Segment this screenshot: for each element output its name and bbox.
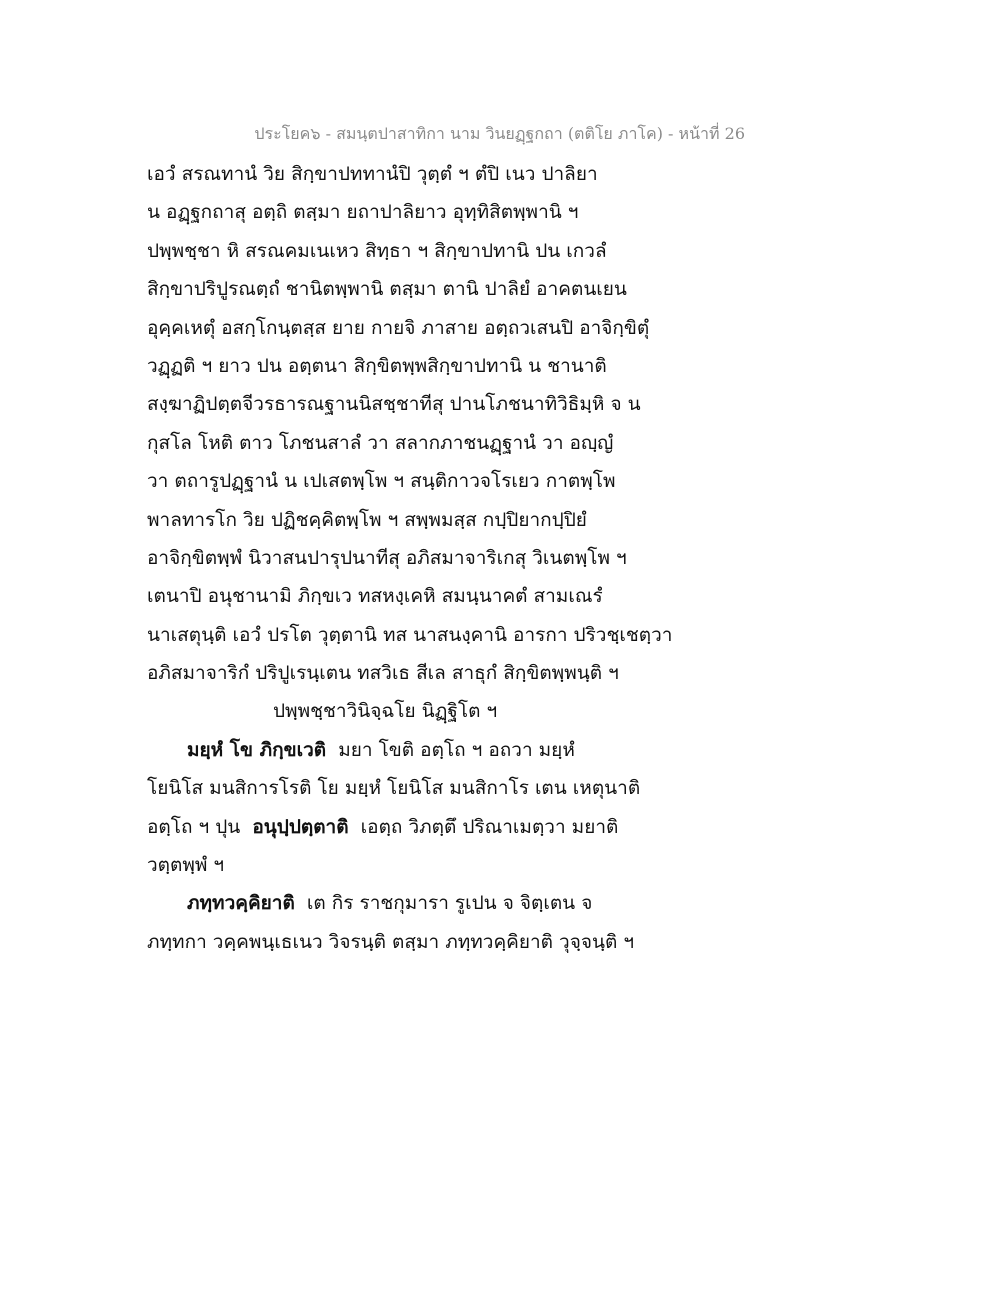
- text-line: กุสโล โหติ ตาว โภชนสาลํ วา สลากภาชนฏฺฐานํ วา อญฺญํ: [147, 431, 614, 454]
- text-line: อาจิกฺขิตพฺพํ นิวาสนปารุปนาทีสุ อภิสมาจาริเกสุ วิเนตพฺโพ ฯ: [147, 546, 627, 569]
- text-line: สิกฺขาปริปูรณตฺถํ ชานิตพฺพานิ ตสฺมา ตานิ ปาลิยํ อาคตนเยน: [147, 278, 627, 301]
- text-line: วตฺตพฺพํ ฯ: [147, 854, 225, 877]
- text-line: เตนาปิ อนุชานามิ ภิกฺขเว ทสหงฺเคหิ สมนฺนาคตํ สามเณรํ: [147, 585, 603, 608]
- body-text: [147, 155, 692, 961]
- text-line: อภิสมาจาริกํ ปริปูเรนฺเตน ทสวิเธ สีเล สาธุกํ สิกฺขิตพฺพนฺติ ฯ: [147, 662, 619, 685]
- text-line: โยนิโส มนสิการโรติ โย มยฺหํ โยนิโส มนสิกาโร เตน เหตุนาติ: [147, 777, 641, 800]
- text-span: มยา โขติ อตฺโถ ฯ อถวา มยฺหํ: [338, 738, 575, 761]
- text-line: ภทฺทกา วคฺคพนฺเธเนว วิจรนฺติ ตสฺมา ภทฺทวคฺคิยาติ วุจฺจนฺติ ฯ: [147, 930, 635, 953]
- text-line: เอวํ สรณทานํ วิย สิกฺขาปททานํปิ วุตฺตํ ฯ ตํปิ เนว ปาลิยา: [147, 163, 598, 185]
- text-line: อุคฺคเหตุํ อสกฺโกนฺตสฺส ยาย กายจิ ภาสาย อตฺถวเสนปิ อาจิกฺขิตุํ: [147, 316, 650, 339]
- section-heading: ปพฺพชฺชาวินิจฺฉโย นิฏฺฐิโต ฯ: [273, 700, 498, 723]
- text-line: วา ตถารูปฏฺฐานํ น เปเสตพฺโพ ฯ สนฺติกาวจโรเยว กาตพฺโพ: [147, 470, 616, 493]
- text-line: น อฏฺฐกถาสุ อตฺถิ ตสฺมา ยถาปาลิยาว อุทฺทิสิตพฺพานิ ฯ: [147, 201, 579, 224]
- text-span: อตฺโถ ฯ ปุน: [147, 815, 241, 838]
- text-span: เอตฺถ วิภตฺตึ ปริณาเมตฺวา มยาติ: [360, 815, 619, 838]
- text-line: สงฺฆาฏิปตฺตจีวรธารณฐานนิสชฺชาทีสุ ปานโภชนาทิวิธิมฺหิ จ น: [147, 393, 641, 416]
- text-span: เต กิร ราชกุมารา รูเปน จ จิตฺเตน จ: [306, 892, 593, 915]
- pali-term: อนุปฺปตฺตาติ: [252, 815, 349, 838]
- text-line: พาลทารโก วิย ปฏิชคฺคิตพฺโพ ฯ สพฺพมสฺส กปฺปิยากปฺปิยํ: [147, 508, 587, 531]
- paragraph-1-line-1: [147, 731, 692, 769]
- pali-term: ภทฺทวคฺคิยาติ: [187, 892, 295, 915]
- running-header: ประโยค๖ - สมนฺตปาสาทิกา นาม วินยฏฺฐกถา (ตติโย ภาโค) - หน้าที่ 26: [254, 124, 745, 143]
- text-line: ปพฺพชฺชา หิ สรณคมเนเหว สิทฺธา ฯ สิกฺขาปทานิ ปน เกวลํ: [147, 239, 607, 262]
- text-line: วฏฺฏติ ฯ ยาว ปน อตฺตนา สิกฺขิตพฺพสิกฺขาปทานิ น ชานาติ: [147, 354, 607, 377]
- pali-term: มยฺหํ โข ภิกฺขเวติ: [187, 738, 327, 761]
- paragraph-2-line-1: [147, 884, 692, 922]
- paragraph-1-line-3: [147, 808, 692, 846]
- text-line: นาเสตุนฺติ เอวํ ปรโต วุตฺตานิ ทส นาสนงฺคานิ อารกา ปริวชฺเชตฺวา: [147, 623, 673, 646]
